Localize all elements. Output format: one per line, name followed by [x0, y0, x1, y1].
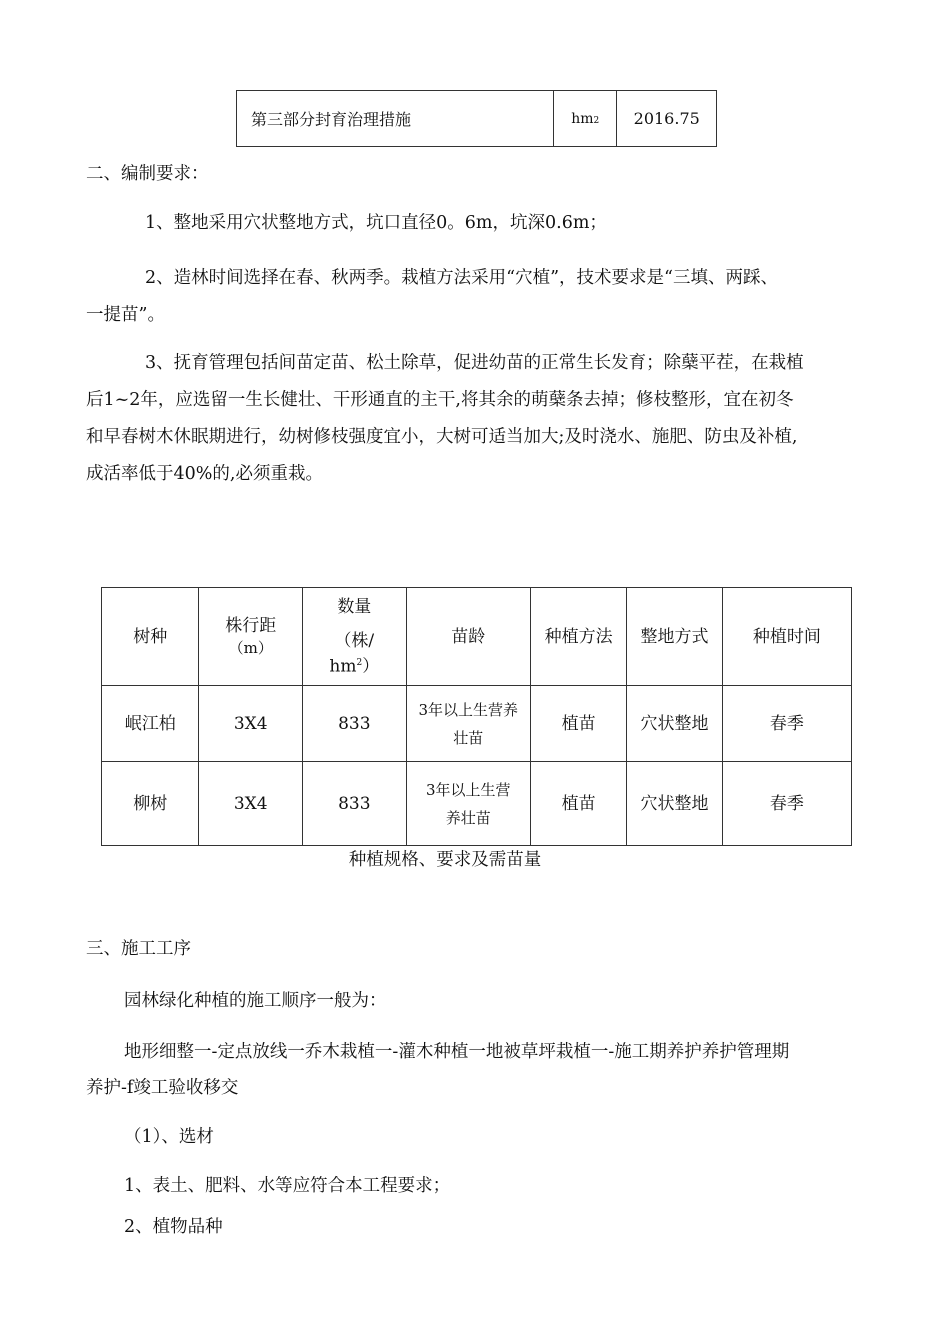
section3-intro: 园林绿化种植的施工顺序一般为： [124, 991, 387, 1011]
header-prep: 整地方式 [627, 588, 722, 686]
header-quantity-sup: 2 [356, 657, 363, 668]
table-header-row [102, 588, 852, 686]
section3-sub1: （1）、选材 [124, 1127, 214, 1147]
unit-text: hm [571, 110, 594, 127]
cell-time: 春季 [722, 686, 851, 762]
header-quantity-line1: 数量 [337, 596, 372, 617]
header-age: 苗龄 [406, 588, 530, 686]
value-cell: 2016.75 [617, 91, 717, 147]
cell-age-line2: 养壮苗 [445, 808, 491, 827]
header-spacing-line1: 株行距 [225, 615, 277, 636]
cell-age-line1: 3年以上生营 [425, 780, 511, 799]
table-row [102, 762, 852, 846]
section2-item3-line4: 成活率低于40%的,必须重栽。 [86, 464, 323, 484]
cell-age-line2: 壮苗 [453, 728, 484, 747]
section3-item2: 2、植物品种 [124, 1217, 223, 1237]
section2-heading: 二、编制要求： [86, 164, 209, 184]
cell-prep: 穴状整地 [627, 762, 722, 846]
cell-spacing: 3X4 [199, 762, 303, 846]
header-spacing [199, 588, 303, 686]
header-quantity-close: ） [362, 656, 380, 677]
header-method: 种植方法 [530, 588, 626, 686]
header-spacing-line2: （m） [228, 638, 273, 657]
section2-item3-line1: 3、抚育管理包括间苗定苗、松土除草，促进幼苗的正常生长发育；除蘖平茬，在栽植 [145, 353, 804, 373]
header-quantity-line3 [303, 652, 406, 678]
measure-label-cell: 第三部分封育治理措施 [237, 91, 554, 147]
section3-heading: 三、施工工序 [86, 939, 191, 959]
section2-item2-line2: 一提苗”。 [86, 305, 165, 325]
cell-species: 岷江柏 [102, 686, 199, 762]
cell-prep: 穴状整地 [627, 686, 722, 762]
cell-age [406, 762, 530, 846]
section3-sequence-line2: 养护-f竣工验收移交 [86, 1078, 239, 1098]
table-row [237, 91, 717, 147]
cell-species: 柳树 [102, 762, 199, 846]
cell-age-line1: 3年以上生营养 [418, 700, 519, 719]
header-quantity-unit: hm [329, 656, 357, 677]
header-species: 树种 [102, 588, 199, 686]
table-caption: 种植规格、要求及需苗量 [348, 850, 542, 870]
cell-method: 植苗 [530, 686, 626, 762]
summary-table [236, 90, 717, 147]
unit-subscript: 2 [593, 115, 600, 126]
section2-item2-line1: 2、造林时间选择在春、秋两季。栽植方法采用“穴植”，技术要求是“三填、两踩、 [145, 268, 778, 288]
header-quantity [303, 588, 407, 686]
header-time: 种植时间 [722, 588, 851, 686]
section3-item1: 1、表土、肥料、水等应符合本工程要求； [124, 1176, 451, 1196]
section3-sequence-line1: 地形细整一-定点放线一乔木栽植一-灌木种植一地被草坪栽植一-施工期养护养护管理期 [124, 1042, 790, 1062]
section2-item3-line2: 后1~2年，应选留一生长健壮、干形通直的主干,将其余的萌蘖条去掉；修枝整形，宜在初冬 [86, 390, 794, 410]
unit-cell [554, 91, 617, 147]
cell-spacing: 3X4 [199, 686, 303, 762]
header-quantity-line2: （株/ [334, 630, 375, 651]
cell-method: 植苗 [530, 762, 626, 846]
section2-item1: 1、整地采用穴状整地方式，坑口直径0。6m，坑深0.6m； [145, 213, 607, 233]
cell-quantity: 833 [303, 762, 407, 846]
cell-time: 春季 [722, 762, 851, 846]
cell-age [406, 686, 530, 762]
table-row [102, 686, 852, 762]
section2-item3-line3: 和早春树木休眠期进行，幼树修枝强度宜小，大树可适当加大;及时浇水、施肥、防虫及补植, [86, 427, 798, 447]
planting-spec-table [101, 587, 852, 846]
cell-quantity: 833 [303, 686, 407, 762]
